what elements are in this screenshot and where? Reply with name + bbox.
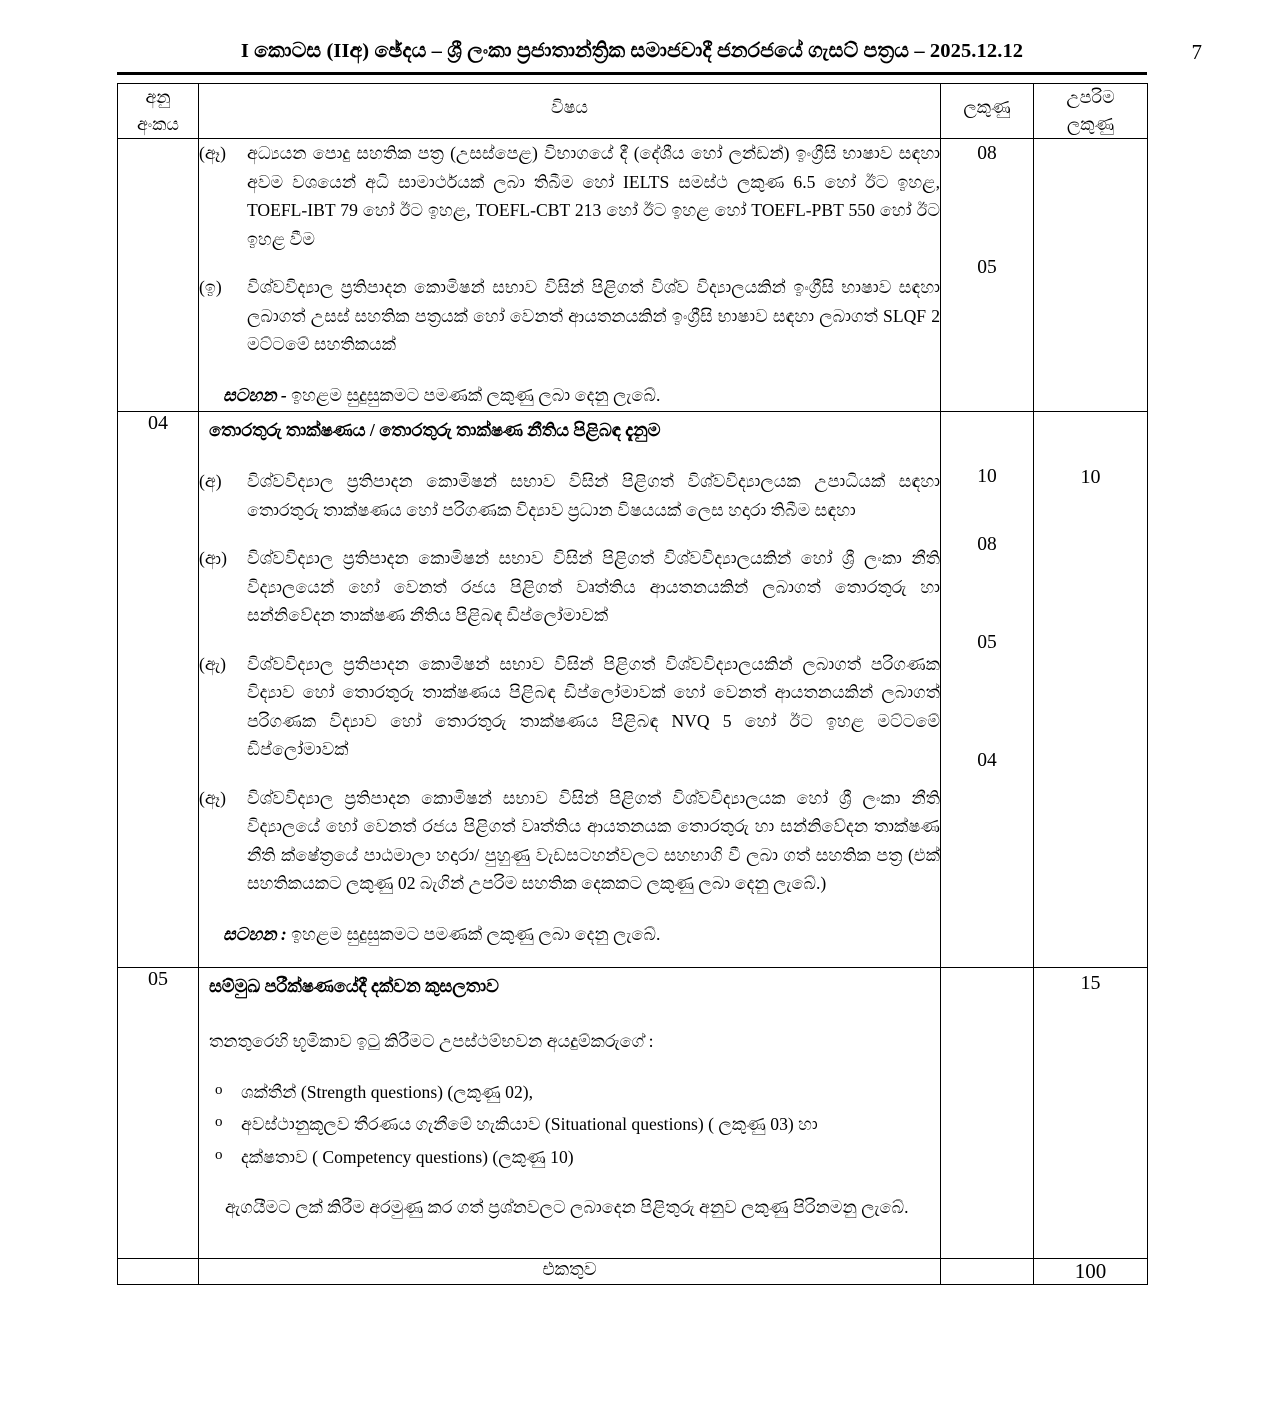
- total-empty-cell: [118, 1259, 199, 1285]
- row-marks-cell: [941, 139, 1034, 412]
- total-marks-cell: [941, 1259, 1034, 1285]
- criterion-label: (ඈ): [199, 143, 226, 164]
- criterion-paragraph: [199, 650, 940, 764]
- page-title: I කොටස (IIඅ) ඡේදය – ශ්‍රී ලංකා ප්‍රජාතාන්ත්‍රික සමාජවාදී ජනරජයේ ගැසට් පත්‍රය – 2025.12.12: [240, 40, 1024, 62]
- marks-scheme-table: [117, 83, 1148, 1285]
- column-header-no-line1: අනු: [145, 87, 171, 107]
- list-item: o ශක්තීන් (Strength questions) (ලකුණු 02),: [211, 1078, 940, 1107]
- max-mark-value: 15: [1080, 972, 1101, 995]
- criterion-text: විශ්වවිද්‍යාල ප්‍රතිපාදන කොමිෂන් සභාව විසින් පිළිගත් විශ්වවිද්‍යාලයකින් හෝ ශ්‍රී ලංකා නීති විද්‍යාලයෙන් හෝ වෙනත් රජය පිළිගත් වෘත්තිය ආයතනයකින් ලබාගත් තොරතුරු හා සන්නිවේදන තාක්ෂණ නීතිය පිළිබඳ ඩිප්ලෝමාවක්: [247, 548, 940, 626]
- criterion-paragraph: [199, 139, 940, 253]
- section-heading: සම්මුඛ පරීක්ෂණයේදී දක්වන කුසලතාව: [209, 976, 499, 997]
- interview-closing-text: ඇගයීමට ලක් කිරීම අරමුණු කර ගත් ප්‍රශ්නවලට ලබාදෙන පිළිතුරු අනුව ලකුණු පිරිනමනු ලැබේ.: [225, 1197, 909, 1218]
- row-subject-cell: [199, 139, 941, 412]
- criterion-label: (ඇ): [199, 653, 226, 674]
- criterion-paragraph: [199, 467, 940, 524]
- criterion-label: (ආ): [199, 548, 227, 569]
- criterion-mark: 08: [977, 143, 997, 165]
- criterion-mark: 05: [977, 257, 997, 279]
- row-marks-cell: [941, 412, 1034, 968]
- page-header: [117, 40, 1202, 74]
- note-label: සටහන -: [223, 384, 287, 405]
- criterion-text: විශ්වවිද්‍යාල ප්‍රතිපාදන කොමිෂන් සභාව විසින් පිළිගත් විශ්වවිද්‍යාලයක උපාධියක් සඳහා තොරතුරු තාක්ෂණය හෝ පරිගණක විද්‍යාව ප්‍රධාන විෂයයක් ලෙස හදාරා තිබීම සඳහා: [247, 471, 940, 520]
- row-max-marks-cell: [1034, 968, 1148, 1259]
- row-number-cell: [118, 139, 199, 412]
- table-header-row: [118, 84, 1148, 139]
- row-subject-cell: [199, 412, 941, 968]
- criterion-paragraph: [199, 784, 940, 898]
- total-label: එකතුව: [199, 1259, 941, 1285]
- criterion-label: (ඈ): [199, 787, 226, 808]
- criterion-text: අධ්‍යයන පොදු සහතික පත්‍ර (උසස්පෙළ) විභාගයේ දී (දේශීය හෝ ලන්ඩන්) ඉංග්‍රීසි භාෂාව සඳහා අවම වශයෙන් අධි සාමාර්ථයක් ලබා තිබීම හෝ IELTS සමස්ථ ලකුණ 6.5 හෝ ඊට ඉහළ, TOEFL-IBT 79 හෝ ඊට ඉහළ, TOEFL-CBT 213 හෝ ඊට ඉහළ හෝ TOEFL-PBT 550 හෝ ඊට ඉහළ වීම: [247, 143, 940, 249]
- row-number-cell: 05: [118, 968, 199, 1259]
- note-text: ඉහළම සුදුසුකමට පමණක් ලකුණු ලබා දෙනු ලැබේ.: [291, 923, 661, 944]
- column-header-marks: ලකුණු: [941, 84, 1034, 139]
- interview-intro: තනතුරෙහි භූමිකාව ඉටු කිරීමට උපස්ථම්භවන අයදුම්කරුගේ :: [209, 1031, 654, 1052]
- note-text: ඉහළම සුදුසුකමට පමණක් ලකුණු ලබා දෙනු ලැබේ.: [291, 384, 661, 405]
- criterion-mark: 04: [977, 750, 997, 772]
- column-header-subject: විෂය: [199, 84, 941, 139]
- row-note: [223, 920, 940, 949]
- criterion-text: විශ්වවිද්‍යාල ප්‍රතිපාදන කොමිෂන් සභාව විසින් පිළිගත් විශ්වවිද්‍යාලයක හෝ ශ්‍රී ලංකා නීති විද්‍යාලයේ හෝ වෙනත් රජය පිළිගත් වෘත්තිය ආයතනයක තොරතුරු හා සන්නිවේදන තාක්ෂණ නීති ක්ෂේත්‍රයේ පාඨමාලා හදාරා/ පුහුණු වැඩසටහන්වලට සහභාගි වී ලබා ගත් සහතික පත්‍ර (එක් සහතිකයකට ලකුණු 02 බැගින් උපරිම සහතික දෙකකට ලකුණු ලබා දෙනු ලැබේ.): [247, 787, 940, 894]
- criterion-text: විශ්වවිද්‍යාල ප්‍රතිපාදන කොමිෂන් සභාව විසින් පිළිගත් විශ්වවිද්‍යාලයකින් ලබාගත් පරිගණක විද්‍යාව හෝ තොරතුරු තාක්ෂණය පිළිබඳ ඩිප්ලෝමාවක් හෝ වෙනත් ආයතනයකින් ලබාගත් පරිගණක විද්‍යාව හෝ තොරතුරු තාක්ෂණය පිළිබඳ NVQ 5 හෝ ඊට ඉහළ මට්ටමේ ඩිප්ලෝමාවක්: [247, 653, 940, 760]
- section-heading: තොරතුරු තාක්ෂණය / තොරතුරු තාක්ෂණ නීතිය පිළිබඳ දැනුම: [209, 420, 661, 441]
- criterion-mark: 10: [977, 466, 997, 488]
- criterion-label: (අ): [199, 471, 222, 492]
- column-header-max-line1: උපරිම: [1066, 87, 1115, 107]
- criterion-paragraph: [199, 544, 940, 630]
- column-header-max-marks: [1034, 84, 1148, 139]
- row-subject-cell: [199, 968, 941, 1259]
- table-total-row: [118, 1259, 1148, 1285]
- criterion-mark: 05: [977, 632, 997, 654]
- row-max-marks-cell: [1034, 412, 1148, 968]
- row-max-marks-cell: [1034, 139, 1148, 412]
- list-item: o අවස්ථානුකූලව තීරණය ගැනීමේ හැකියාව (Situational questions) ( ලකුණු 03) හා: [211, 1110, 940, 1139]
- interview-bullet-list: [211, 1078, 940, 1172]
- column-header-max-line2: ලකුණු: [1066, 114, 1115, 135]
- table-row: [118, 968, 1148, 1259]
- table-row: [118, 139, 1148, 412]
- criterion-label: (ඉ): [199, 277, 222, 298]
- total-value: 100: [1034, 1259, 1148, 1285]
- row-number-cell: 04: [118, 412, 199, 968]
- header-divider: [117, 72, 1147, 75]
- note-label: සටහන :: [223, 923, 287, 944]
- criterion-mark: 08: [977, 534, 997, 556]
- criterion-text: විශ්වවිද්‍යාල ප්‍රතිපාදන කොමිෂන් සභාව විසින් පිළිගත් විශ්ව විද්‍යාලයකින් ඉංග්‍රීසි භාෂාව සඳහා ලබාගත් උසස් සහතික පත්‍රයක් හෝ වෙනත් ආයතනයකින් ඉංග්‍රීසි භාෂාව සඳහා ලබාගත් SLQF 2 මට්ටමේ සහතිකයක්: [247, 277, 940, 355]
- page-number: 7: [1191, 40, 1202, 64]
- row-marks-cell: [941, 968, 1034, 1259]
- column-header-no-line2: අංකය: [136, 114, 180, 135]
- list-item: o දක්ෂතාව ( Competency questions) (ලකුණු 10): [211, 1143, 940, 1172]
- max-mark-value: 10: [1080, 466, 1101, 489]
- table-row: [118, 412, 1148, 968]
- column-header-no: [118, 84, 199, 139]
- criterion-paragraph: [199, 273, 940, 359]
- row-note: [223, 381, 940, 410]
